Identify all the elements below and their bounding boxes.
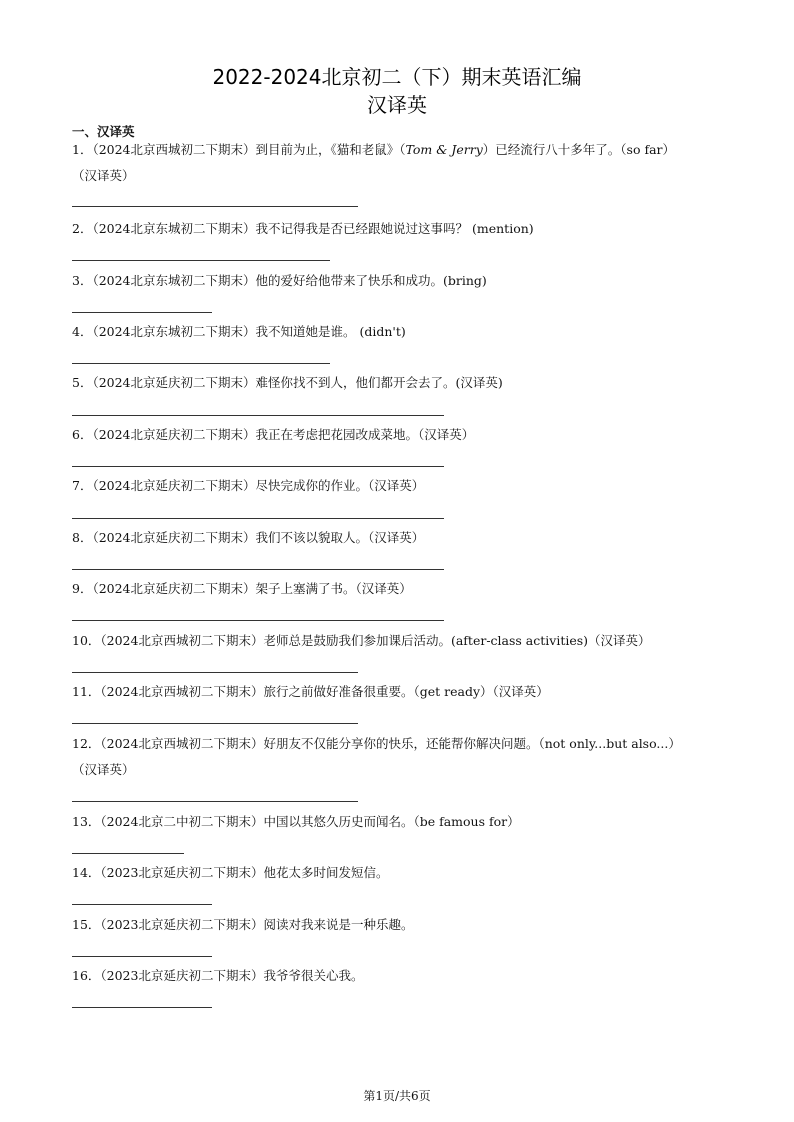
question-source: （2024北京延庆初二下期末）	[92, 427, 256, 442]
question-text: 我不记得我是否已经跟她说过这事吗？ (mention)	[255, 221, 534, 236]
question-source: （2024北京延庆初二下期末）	[92, 478, 256, 493]
question-number: 3．	[72, 273, 93, 288]
page-footer: 第1页/共6页	[363, 1089, 431, 1103]
question-11	[72, 680, 732, 704]
question-8	[72, 526, 732, 550]
question-number: 2．	[72, 221, 93, 236]
question-source: （2024北京东城初二下期末）	[92, 324, 256, 339]
question-text: 他花太多时间发短信。	[263, 865, 389, 880]
question-12	[72, 732, 732, 756]
question-10	[72, 629, 732, 653]
question-number: 9．	[72, 581, 93, 596]
question-source: （2024北京西城初二下期末）	[100, 736, 264, 751]
question-text: 旅行之前做好准备很重要。（get ready）（汉译英）	[263, 684, 549, 699]
answer-line-14[interactable]	[72, 904, 212, 905]
question-source: （2024北京延庆初二下期末）	[92, 530, 256, 545]
answer-line-10[interactable]	[72, 672, 358, 673]
question-text: 他的爱好给他带来了快乐和成功。(bring)	[255, 273, 487, 288]
question-5	[72, 371, 732, 395]
question-source: （2024北京西城初二下期末）	[100, 633, 264, 648]
question-text: 我不知道她是谁。 (didn't)	[255, 324, 406, 339]
question-6	[72, 423, 732, 447]
question-text: 难怪你找不到人，他们都开会去了。(汉译英)	[255, 375, 503, 390]
question-number: 11．	[72, 684, 101, 699]
question-12-line2: （汉译英）	[72, 762, 135, 777]
question-text: 架子上塞满了书。（汉译英）	[255, 581, 412, 596]
question-source: （2024北京东城初二下期末）	[92, 273, 256, 288]
answer-line-4[interactable]	[72, 363, 330, 364]
question-source: （2024北京延庆初二下期末）	[92, 581, 256, 596]
question-number: 15．	[72, 917, 101, 932]
question-text-italic: Tom & Jerry	[405, 142, 483, 157]
question-text: 好朋友不仅能分享你的快乐，还能帮你解决问题。（not only...but also...）	[263, 736, 681, 751]
question-source: （2024北京二中初二下期末）	[100, 814, 264, 829]
answer-line-7[interactable]	[72, 518, 444, 519]
question-number: 1．	[72, 142, 93, 157]
answer-line-16[interactable]	[72, 1007, 212, 1008]
question-text: 我爷爷很关心我。	[263, 968, 364, 983]
question-text: 我正在考虑把花园改成菜地。（汉译英）	[255, 427, 475, 442]
question-number: 16．	[72, 968, 101, 983]
question-number: 14．	[72, 865, 101, 880]
answer-line-8[interactable]	[72, 569, 444, 570]
document-subtitle: 汉译英	[367, 93, 427, 117]
question-13	[72, 810, 732, 834]
question-9	[72, 577, 732, 601]
answer-line-15[interactable]	[72, 956, 212, 957]
question-text: 尽快完成你的作业。（汉译英）	[255, 478, 425, 493]
question-source: （2024北京延庆初二下期末）	[92, 375, 256, 390]
answer-line-1[interactable]	[72, 206, 358, 207]
question-source: （2024北京东城初二下期末）	[92, 221, 256, 236]
answer-line-11[interactable]	[72, 723, 358, 724]
question-number: 4．	[72, 324, 93, 339]
question-source: （2023北京延庆初二下期末）	[100, 917, 264, 932]
question-number: 10．	[72, 633, 101, 648]
question-source: （2023北京延庆初二下期末）	[100, 865, 264, 880]
question-number: 12．	[72, 736, 101, 751]
answer-line-2[interactable]	[72, 260, 330, 261]
question-14	[72, 861, 732, 885]
answer-line-12[interactable]	[72, 801, 358, 802]
question-1-line2: （汉译英）	[72, 168, 135, 183]
question-text: ）已经流行八十多年了。（so far）	[482, 142, 675, 157]
answer-line-5[interactable]	[72, 415, 444, 416]
question-text: 我们不该以貌取人。（汉译英）	[255, 530, 425, 545]
question-source: （2024北京西城初二下期末）	[100, 684, 264, 699]
question-source: （2024北京西城初二下期末）	[92, 142, 256, 157]
question-source: （2023北京延庆初二下期末）	[100, 968, 264, 983]
question-number: 13．	[72, 814, 101, 829]
answer-line-6[interactable]	[72, 466, 444, 467]
question-7	[72, 474, 732, 498]
question-text: 老师总是鼓励我们参加课后活动。(after-class activities)（汉译英）	[263, 633, 651, 648]
question-number: 7．	[72, 478, 93, 493]
question-number: 6．	[72, 427, 93, 442]
question-number: 8．	[72, 530, 93, 545]
question-text: 阅读对我来说是一种乐趣。	[263, 917, 414, 932]
answer-line-3[interactable]	[72, 312, 212, 313]
question-2	[72, 217, 732, 241]
question-1	[72, 138, 732, 162]
question-16	[72, 964, 732, 988]
answer-line-9[interactable]	[72, 620, 444, 621]
question-3	[72, 269, 732, 293]
question-text: 到目前为止，《猫和老鼠》（	[255, 142, 406, 157]
question-15	[72, 913, 732, 937]
question-4	[72, 320, 732, 344]
answer-line-13[interactable]	[72, 853, 184, 854]
question-number: 5．	[72, 375, 93, 390]
question-text: 中国以其悠久历史而闻名。（be famous for）	[263, 814, 520, 829]
section-heading: 一、汉译英	[72, 124, 135, 139]
document-title: 2022-2024北京初二（下）期末英语汇编	[212, 65, 582, 89]
